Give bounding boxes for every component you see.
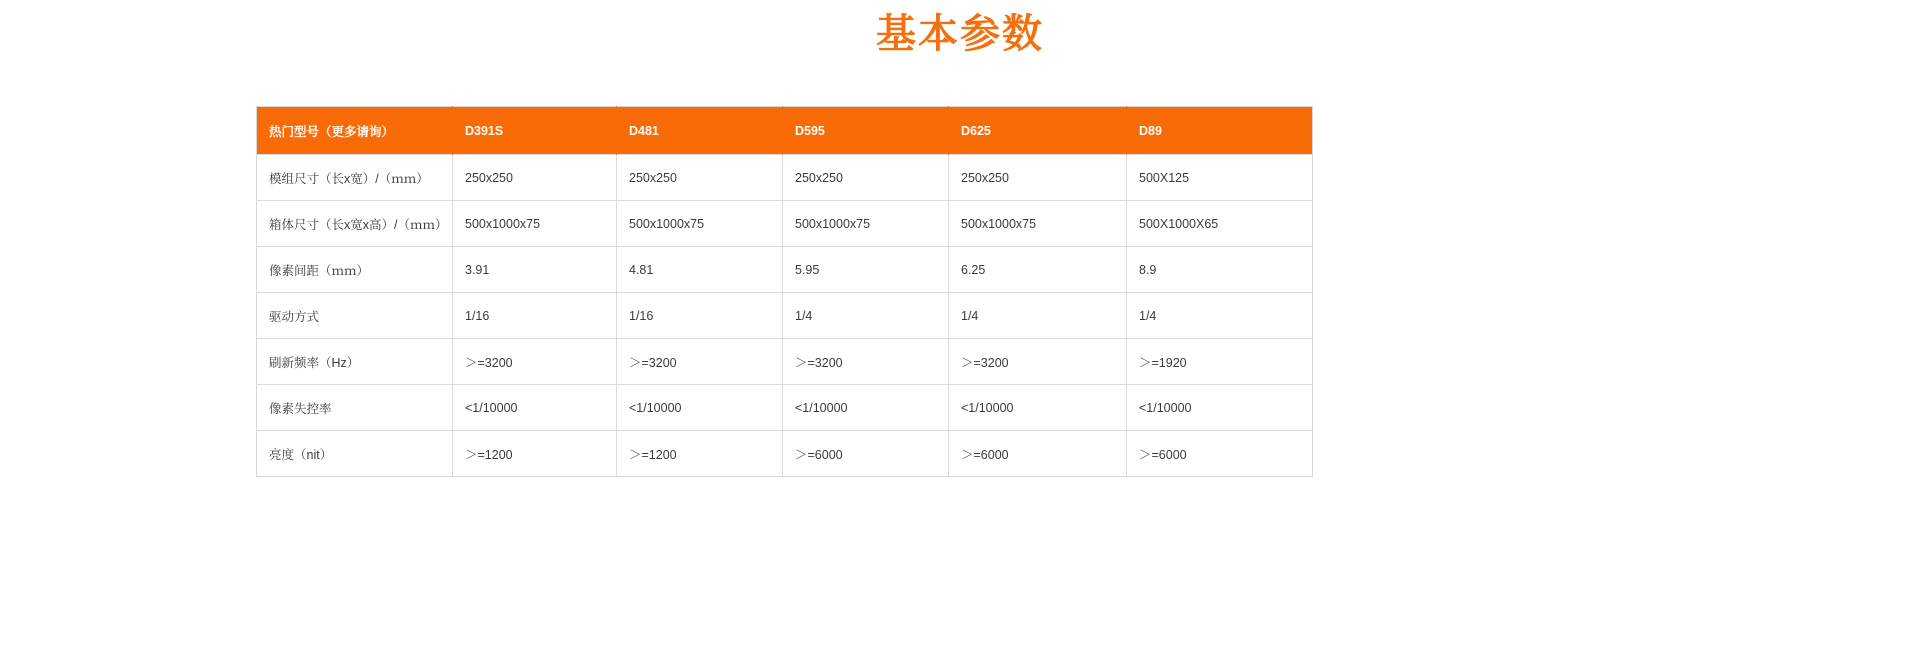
column-header-d625: D625 [949, 107, 1127, 155]
row-label: 像素失控率 [257, 385, 453, 431]
cell-value: 250x250 [453, 155, 617, 201]
cell-value: 1/16 [617, 293, 783, 339]
cell-value: ＞=6000 [949, 431, 1127, 477]
cell-value: 500x1000x75 [783, 201, 949, 247]
column-header-d595: D595 [783, 107, 949, 155]
cell-value: 6.25 [949, 247, 1127, 293]
cell-value: 1/4 [1127, 293, 1313, 339]
cell-value: <1/10000 [453, 385, 617, 431]
row-label: 模组尺寸（长x宽）/（ｍｍ） [257, 155, 453, 201]
table-row [257, 339, 1313, 385]
cell-value: <1/10000 [617, 385, 783, 431]
row-label: 刷新频率（Hz） [257, 339, 453, 385]
cell-value: 500x1000x75 [949, 201, 1127, 247]
cell-value: 3.91 [453, 247, 617, 293]
column-header-d481: D481 [617, 107, 783, 155]
cell-value: <1/10000 [1127, 385, 1313, 431]
table-row [257, 385, 1313, 431]
cell-value: 1/4 [783, 293, 949, 339]
row-label: 像素间距（ｍｍ） [257, 247, 453, 293]
cell-value: <1/10000 [783, 385, 949, 431]
table-header [257, 107, 1313, 155]
cell-value: 250x250 [783, 155, 949, 201]
cell-value: ＞=3200 [783, 339, 949, 385]
table-row [257, 247, 1313, 293]
cell-value: 500x1000x75 [453, 201, 617, 247]
column-header-model: 热门型号（更多请询） [257, 107, 453, 155]
cell-value: 500X125 [1127, 155, 1313, 201]
table-body [257, 155, 1313, 477]
cell-value: ＞=1200 [453, 431, 617, 477]
cell-value: ＞=3200 [617, 339, 783, 385]
cell-value: 8.9 [1127, 247, 1313, 293]
table-row [257, 293, 1313, 339]
table-row [257, 201, 1313, 247]
row-label: 亮度（nit） [257, 431, 453, 477]
row-label: 驱动方式 [257, 293, 453, 339]
cell-value: 1/16 [453, 293, 617, 339]
table-header-row [257, 107, 1313, 155]
column-header-d391s: D391S [453, 107, 617, 155]
cell-value: 500X1000X65 [1127, 201, 1313, 247]
cell-value: <1/10000 [949, 385, 1127, 431]
cell-value: 250x250 [617, 155, 783, 201]
column-header-d89: D89 [1127, 107, 1313, 155]
table-row [257, 431, 1313, 477]
cell-value: ＞=6000 [783, 431, 949, 477]
spec-table-container [256, 106, 1312, 477]
cell-value: 250x250 [949, 155, 1127, 201]
cell-value: ＞=3200 [453, 339, 617, 385]
page-title: 基本参数 [876, 12, 1044, 56]
table-row [257, 155, 1313, 201]
cell-value: 4.81 [617, 247, 783, 293]
cell-value: 5.95 [783, 247, 949, 293]
cell-value: ＞=3200 [949, 339, 1127, 385]
cell-value: ＞=1200 [617, 431, 783, 477]
row-label: 箱体尺寸（长x宽x高）/（ｍｍ） [257, 201, 453, 247]
cell-value: 1/4 [949, 293, 1127, 339]
cell-value: 500x1000x75 [617, 201, 783, 247]
specifications-table [256, 106, 1313, 477]
cell-value: ＞=6000 [1127, 431, 1313, 477]
cell-value: ＞=1920 [1127, 339, 1313, 385]
